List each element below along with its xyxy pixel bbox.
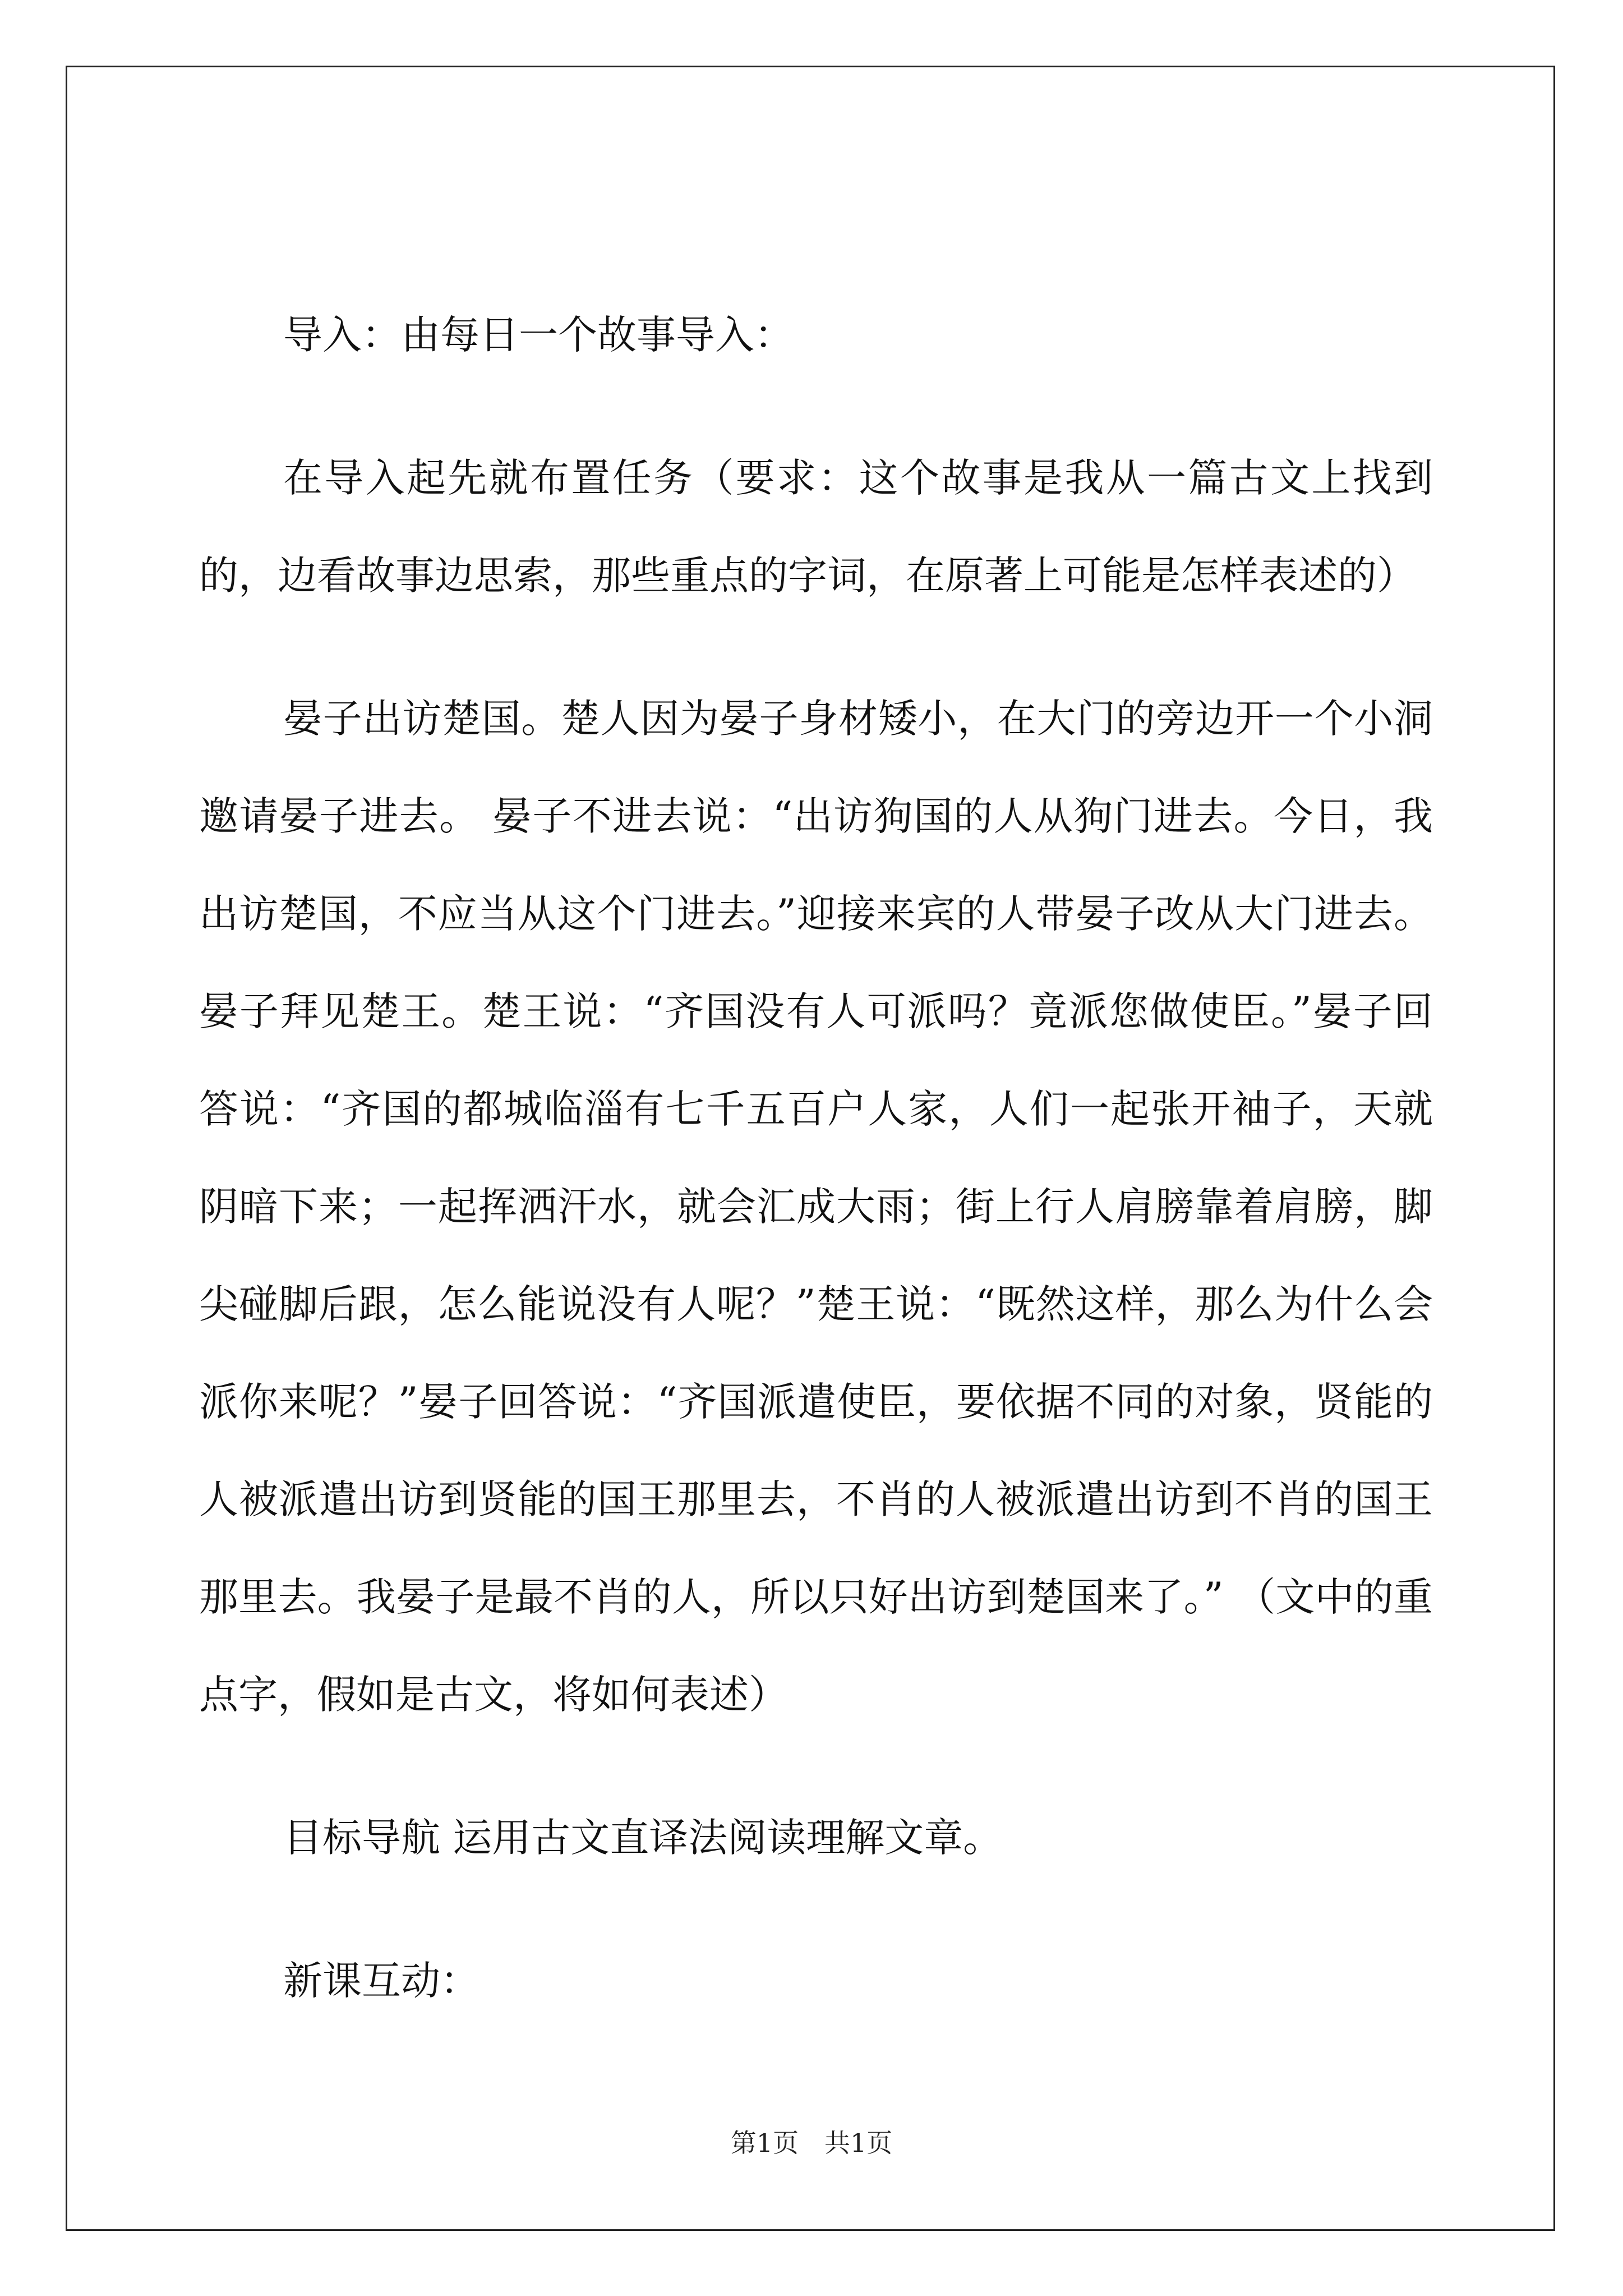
paragraph-task: 在导入起先就布置任务（要求：这个故事是我从一篇古文上找到的，边看故事边思索，那些重点的字词，在原著上可能是怎样表述的）: [199, 455, 1433, 599]
paragraph-intro: 导入：由每日一个故事导入：: [283, 312, 794, 358]
paragraph-new-lesson: 新课互动：: [283, 1958, 479, 2004]
document-body: [199, 286, 1433, 2075]
paragraph-story: 晏子出访楚国。楚人因为晏子身材矮小，在大门的旁边开一个小洞邀请晏子进去。 晏子不进去说：“出访狗国的人从狗门进去。今日，我出访楚国，不应当从这个门进去。”迎接来宾的人带晏子改从大门进去。晏子拜见楚王。楚王说：“齐国没有人可派吗？竟派您做使臣。”晏子回答说：“齐国的都城临淄有七千五百户人家，人们一起张开袖子，天就阴暗下来；一起挥洒汗水，就会汇成大雨；街上行人肩膀靠着肩膀，脚尖碰脚后跟，怎么能说没有人呢？”楚王说：“既然这样，那么为什么会派你来呢？”晏子回答说：“齐国派遣使臣，要依据不同的对象，贤能的人被派遣出访到贤能的国王那里去，不肖的人被派遣出访到不肖的国王那里去。我晏子是最不肖的人，所以只好出访到楚国来了。” （文中的重点字，假如是古文，将如何表述）: [199, 696, 1433, 1718]
paragraph-goal: 目标导航 运用古文直译法阅读理解文章。: [283, 1815, 1003, 1861]
page-footer: 第1页 共1页: [730, 2128, 893, 2158]
